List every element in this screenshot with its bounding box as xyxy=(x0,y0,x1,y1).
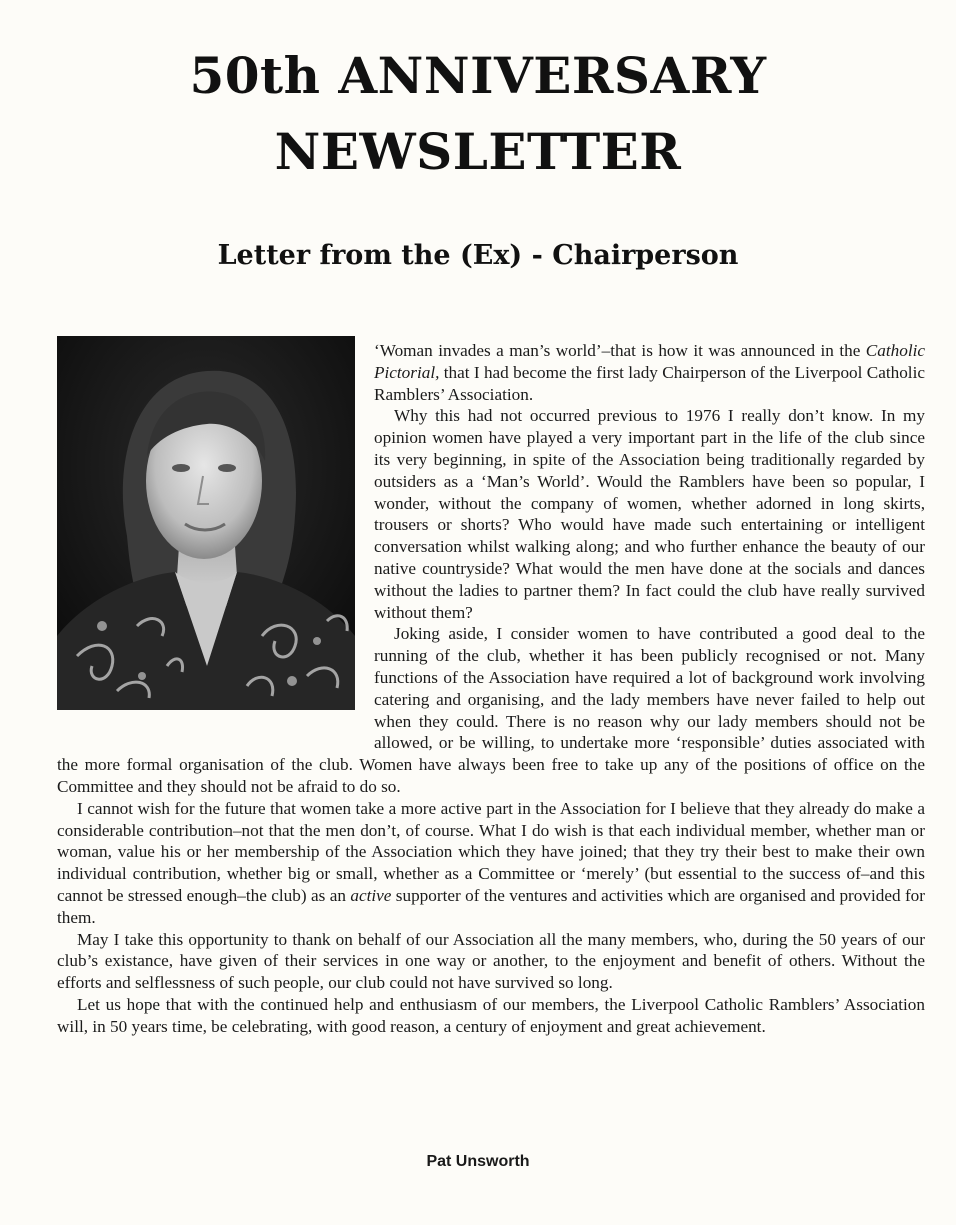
paragraph-2: Why this had not occurred previous to 1976 I really don’t know. In my opinion women have played a very important part in the life of the club since its very beginning, in spite of the Association being traditionally regarded by outsiders as a ‘Man’s World’. Would the Ramblers have been so popular, I wonder, without the company of women, whether adorned in long skirts, trousers or shorts? Who would have made such entertaining or intelligent conversation whilst walking along; and who further enhance the beauty of our native countryside? What would the men have done at the socials and dances without the ladies to partner them? In fact could the club have really survived without them? xyxy=(374,406,925,622)
title-line-2: NEWSLETTER xyxy=(274,122,682,181)
paragraph-5: May I take this opportunity to thank on behalf of our Association all the many members, who, during the 50 years of our club’s existance, have given of their services in one way or another, to the enjoyment and benefit of others. Without the efforts and selflessness of such people, our club could not have survived so long. xyxy=(57,929,925,993)
paragraph-1-text-a: ‘Woman invades a man’s world’–that is how it was announced in the xyxy=(374,341,866,360)
title-line-1: 50th ANNIVERSARY xyxy=(189,46,767,105)
letter-body xyxy=(57,340,925,1038)
letter-heading: Letter from the (Ex) - Chairperson xyxy=(217,240,739,271)
paragraph-6: Let us hope that with the continued help and enthusiasm of our members, the Liverpool Catholic Ramblers’ Association will, in 50 years time, be celebrating, with good reason, a century of enjoyment and great achievement. xyxy=(57,994,925,1036)
paragraph-3: Joking aside, I consider women to have contributed a good deal to the running of the club, whether it has been publicly recognised or not. Many functions of the Association have required a lot of background work involving catering and organising, and the lady members have never failed to help out when they could. There is no reason why our lady members should not be allowed, or be willing, to undertake more ‘responsible’ duties associated with the more formal organisation of the club. Women have always been free to take up any of the positions of office on the Committee and they should not be afraid to do so. xyxy=(57,624,925,796)
signature: Pat Unsworth xyxy=(426,1153,530,1170)
paragraph-4-text-b: supporter of the ventures and activities which are organised and provided for them. xyxy=(57,885,926,927)
paragraph-4 xyxy=(57,798,925,929)
photo-spacer xyxy=(57,340,374,743)
paragraph-4-emphasis: active xyxy=(350,885,392,905)
paragraph-4-text-a: I cannot wish for the future that women take a more active part in the Association for I believe that they already do make a considerable contribution–not that the men don’t, of course. What I do wish is that each individual member, whether man or woman, value his or her membership of the Association which they have joined; that they try their best to make their own individual contribution, whether big or small, whether as a Committee or ‘merely’ (but essential to the success of–and this cannot be stressed enough–the club) as an xyxy=(57,798,925,905)
paragraph-1-emphasis: Catholic Pictorial, xyxy=(374,341,925,382)
paragraph-1-text-b: that I had become the first lady Chairperson of the Liverpool Catholic Ramblers’ Association. xyxy=(374,362,925,404)
newsletter-title xyxy=(0,38,956,190)
